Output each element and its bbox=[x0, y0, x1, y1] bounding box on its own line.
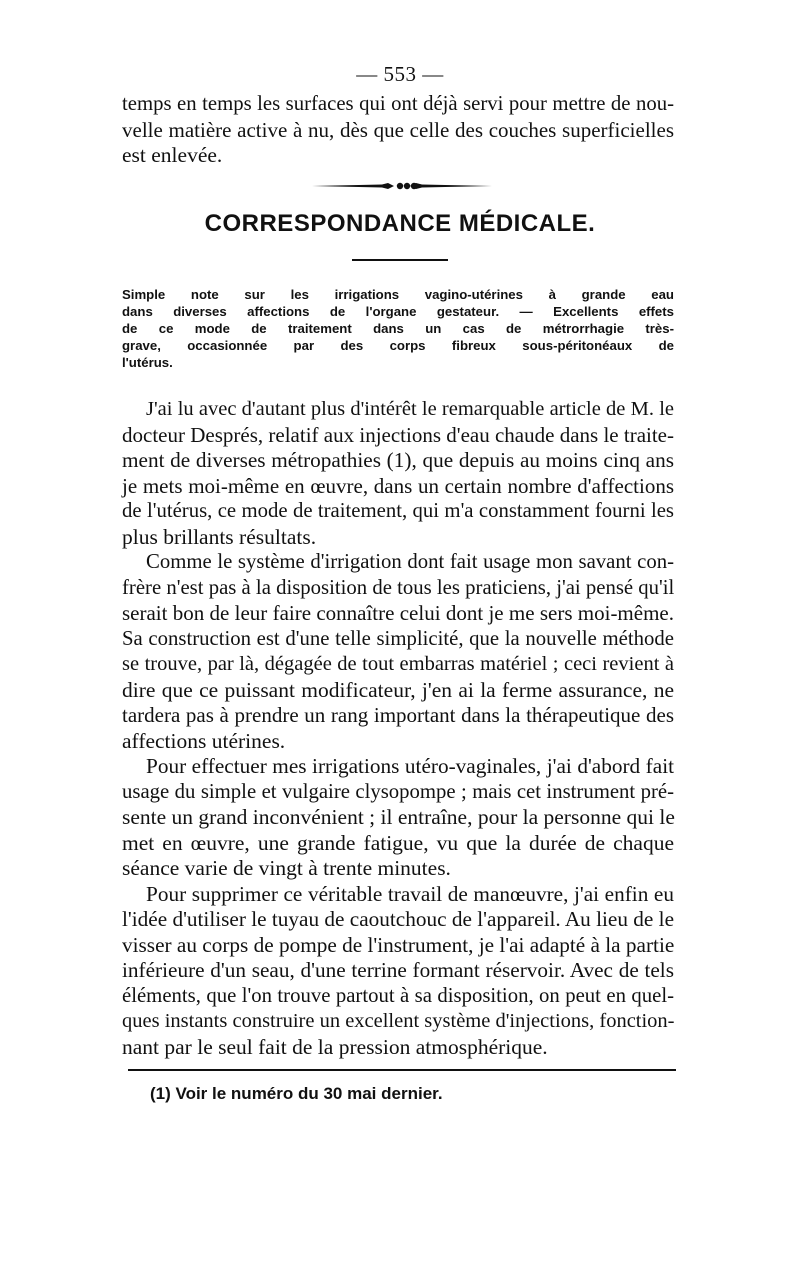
text-line: ment de diverses métropathies (1), que depuis au moins cinq ans bbox=[122, 448, 674, 472]
subtitle-line: grave, occasionnée par des corps fibreux sous-péritonéaux de bbox=[122, 338, 674, 353]
footnote-rule bbox=[128, 1069, 676, 1071]
text-line: est enlevée. bbox=[122, 143, 223, 167]
text-line: serait bon de leur faire connaître celui dont je me sers moi-même. bbox=[122, 601, 674, 625]
text-line: visser au corps de pompe de l'instrument, je l'ai adapté à la partie bbox=[122, 932, 675, 957]
text-line: nant par le seul fait de la pression atmosphérique. bbox=[122, 1034, 548, 1059]
article-body bbox=[122, 397, 674, 1060]
text-line: inférieure d'un seau, d'une terrine formant réservoir. Avec de tels bbox=[122, 958, 674, 982]
text-line: l'idée d'utiliser le tuyau de caoutchouc de l'appareil. Au lieu de le bbox=[122, 907, 674, 931]
text-line: velle matière active à nu, dès que celle des couches superficielles bbox=[122, 117, 674, 142]
text-line: Comme le système d'irrigation dont fait usage mon savant con- bbox=[146, 551, 674, 573]
subtitle-line: dans diverses affections de l'organe gestateur. — Excellents effets bbox=[122, 304, 674, 319]
text-line: frère n'est pas à la disposition de tous les praticiens, j'ai pensé qu'il bbox=[122, 576, 675, 599]
section-title: CORRESPONDANCE MÉDICALE. bbox=[204, 210, 596, 237]
text-line: usage du simple et vulgaire clysopompe ; mais cet instrument pré- bbox=[122, 780, 674, 803]
text-line: J'ai lu avec d'autant plus d'intérêt le remarquable article de M. le bbox=[146, 398, 674, 420]
text-line: dire que ce puissant modificateur, j'en ai la ferme assurance, ne bbox=[122, 677, 674, 702]
ornament-divider bbox=[312, 180, 492, 192]
subtitle-line: de ce mode de traitement dans un cas de métrorrhagie très- bbox=[122, 321, 674, 336]
text-line: plus brillants résultats. bbox=[122, 524, 317, 549]
text-line: Sa construction est d'une telle simplicité, que la nouvelle méthode bbox=[122, 627, 674, 650]
text-line: se trouve, par là, dégagée de tout embarras matériel ; ceci revient à bbox=[122, 653, 674, 675]
intro-paragraph bbox=[122, 92, 674, 169]
footnote: (1) Voir le numéro du 30 mai dernier. bbox=[150, 1084, 443, 1103]
title-rule bbox=[352, 259, 448, 261]
text-line: de l'utérus, ce mode de traitement, qui m'a constamment fourni les bbox=[122, 500, 674, 522]
text-line: Pour effectuer mes irrigations utéro-vaginales, j'ai d'abord fait bbox=[146, 754, 674, 778]
text-line: Pour supprimer ce véritable travail de manœuvre, j'ai enfin eu bbox=[146, 881, 674, 906]
article-subtitle bbox=[122, 286, 674, 371]
text-line: met en œuvre, une grande fatigue, vu que la durée de chaque bbox=[122, 830, 674, 855]
subtitle-line: l'utérus. bbox=[122, 355, 173, 370]
text-line: sente un grand inconvénient ; il entraîne, pour la personne qui le bbox=[122, 805, 675, 829]
text-line: éléments, que l'on trouve partout à sa disposition, on peut en quel- bbox=[122, 984, 674, 1007]
text-line: je mets moi-même en œuvre, dans un certain nombre d'affections bbox=[122, 473, 674, 498]
text-line: séance varie de vingt à trente minutes. bbox=[122, 856, 451, 880]
text-line: temps en temps les surfaces qui ont déjà servi pour mettre de nou- bbox=[122, 93, 674, 115]
text-line: tardera pas à prendre un rang important dans la thérapeutique des bbox=[122, 703, 674, 727]
page-number: — 553 — bbox=[356, 62, 444, 86]
text-line: affections utérines. bbox=[122, 728, 286, 753]
subtitle-line: Simple note sur les irrigations vagino-utérines à grande eau bbox=[122, 287, 674, 302]
text-line: ques instants construire un excellent système d'injections, fonction- bbox=[122, 1010, 675, 1032]
text-line: docteur Després, relatif aux injections d'eau chaude dans le traite- bbox=[122, 422, 674, 447]
